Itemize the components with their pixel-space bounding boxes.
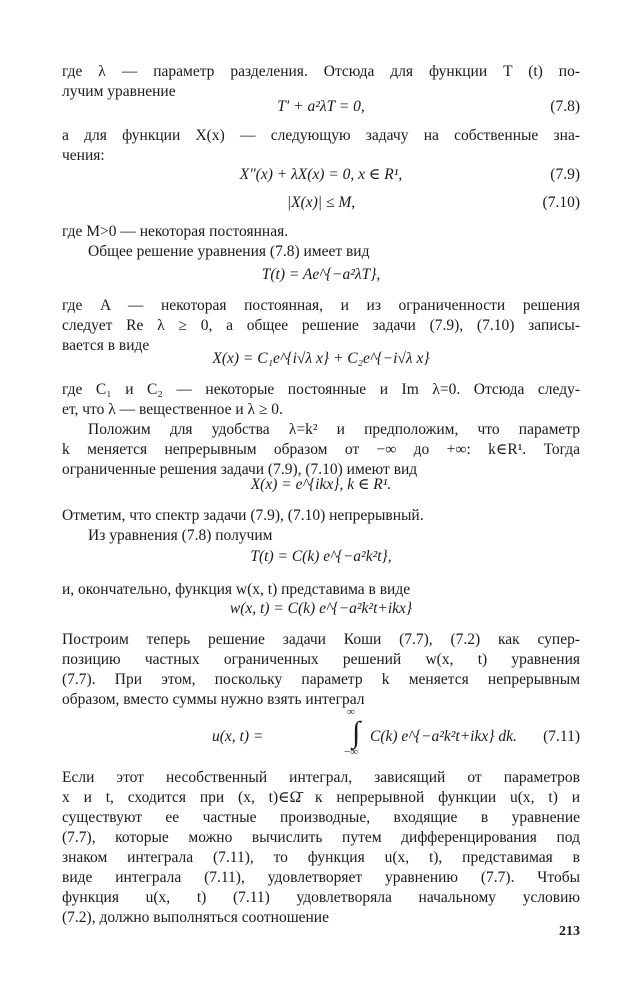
text-line: где M>0 — некоторая постоянная. (62, 223, 289, 240)
equation-X (62, 348, 580, 370)
text-line: виде интеграла (7.11), удовлетворяет уравнению (7.7). Чтобы (62, 869, 580, 886)
equation-7-9 (62, 164, 580, 186)
equation-lhs: u(x, t) = (212, 728, 264, 745)
text-line: (7.7), которые можно вычислить путем дифференцирования под (62, 829, 580, 846)
text-line: вается в виде (62, 337, 150, 354)
text-line: Положим для удобства λ=k² и предположим, что параметр (88, 421, 580, 438)
integral-sign: ∫ (352, 716, 361, 749)
equation-number: (7.9) (550, 166, 580, 183)
text-line: Если этот несобственный интеграл, зависящий от параметров (62, 769, 580, 786)
equation-formula: T(t) = Ae^{−a²λT}, (261, 266, 381, 283)
page-number: 213 (559, 924, 580, 939)
equation-formula: |X(x)| ≤ M, (286, 194, 356, 211)
equation-Xk (62, 474, 580, 496)
equation-7-8 (62, 96, 580, 118)
text-line: Общее решение уравнения (7.8) имеет вид (88, 243, 370, 260)
text-line: и, окончательно, функция w(x, t) представима в виде (62, 581, 411, 598)
equation-formula: T′ + a²λT = 0, (277, 98, 365, 115)
text-line: где C₁ и C₂ — некоторые постоянные и Im λ=0. Отсюда следу- (62, 381, 580, 398)
equation-number: (7.10) (542, 194, 580, 211)
text-line: следует Re λ ≥ 0, а общее решение задачи (7.9), (7.10) записы- (62, 317, 580, 334)
text-line: ет, что λ — вещественное и λ ≥ 0. (62, 401, 283, 418)
equation-Tk (62, 546, 580, 568)
equation-integrand: C(k) e^{−a²k²t+ikx} dk. (370, 728, 517, 745)
equation-7-11 (62, 706, 580, 766)
text-line: а для функции X(x) — следующую задачу на собственные зна- (62, 127, 580, 144)
equation-number: (7.11) (543, 728, 580, 745)
text-line: ограниченные решения задачи (7.9), (7.10) имеют вид (62, 461, 418, 478)
equation-formula: X(x) = C₁e^{i√λ x} + C₂e^{−i√λ x} (212, 350, 430, 367)
text-line: позицию частных ограниченных решений w(x, t) уравнения (62, 651, 580, 668)
text-line: чения: (62, 147, 105, 164)
text-line: k меняется непрерывным образом от −∞ до +∞: k∈R¹. Тогда (62, 441, 580, 458)
text-line: знаком интеграла (7.11), то функция u(x, t), представимая в (62, 849, 580, 866)
text-line: образом, вместо суммы нужно взять интеграл (62, 691, 365, 708)
equation-T (62, 264, 580, 286)
text-line: x и t, сходится при (x, t)∈Ω̄ к непрерывной функции u(x, t) и (62, 789, 580, 806)
text-line: лучим уравнение (62, 83, 176, 100)
equation-7-10 (62, 192, 580, 214)
text-line: (7.2), должно выполняться соотношение (62, 909, 329, 926)
equation-w (62, 598, 580, 620)
equation-formula: X(x) = e^{ikx}, k ∈ R¹. (250, 476, 392, 493)
text-line: Из уравнения (7.8) получим (88, 527, 273, 544)
equation-number: (7.8) (550, 98, 580, 115)
text-line: Построим теперь решение задачи Коши (7.7), (7.2) как супер- (62, 631, 580, 648)
text-line: функция u(x, t) (7.11) удовлетворяла начальному условию (62, 889, 580, 906)
equation-formula: X″(x) + λX(x) = 0, x ∈ R¹, (239, 166, 403, 183)
equation-formula: w(x, t) = C(k) e^{−a²k²t+ikx} (229, 600, 413, 617)
integral-upper-limit: ∞ (347, 706, 355, 718)
text-line: (7.7). При этом, поскольку параметр k меняется непрерывным (62, 671, 580, 688)
text-line: существуют ее частные производные, входящие в уравнение (62, 809, 580, 826)
text-line: где A — некоторая постоянная, и из ограниченности решения (62, 297, 580, 314)
text-line: где λ — параметр разделения. Отсюда для функции T (t) по- (62, 63, 580, 80)
integral-lower-limit: −∞ (344, 746, 359, 758)
text-line: Отметим, что спектр задачи (7.9), (7.10) непрерывный. (62, 507, 424, 524)
equation-formula: T(t) = C(k) e^{−a²k²t}, (250, 548, 392, 565)
